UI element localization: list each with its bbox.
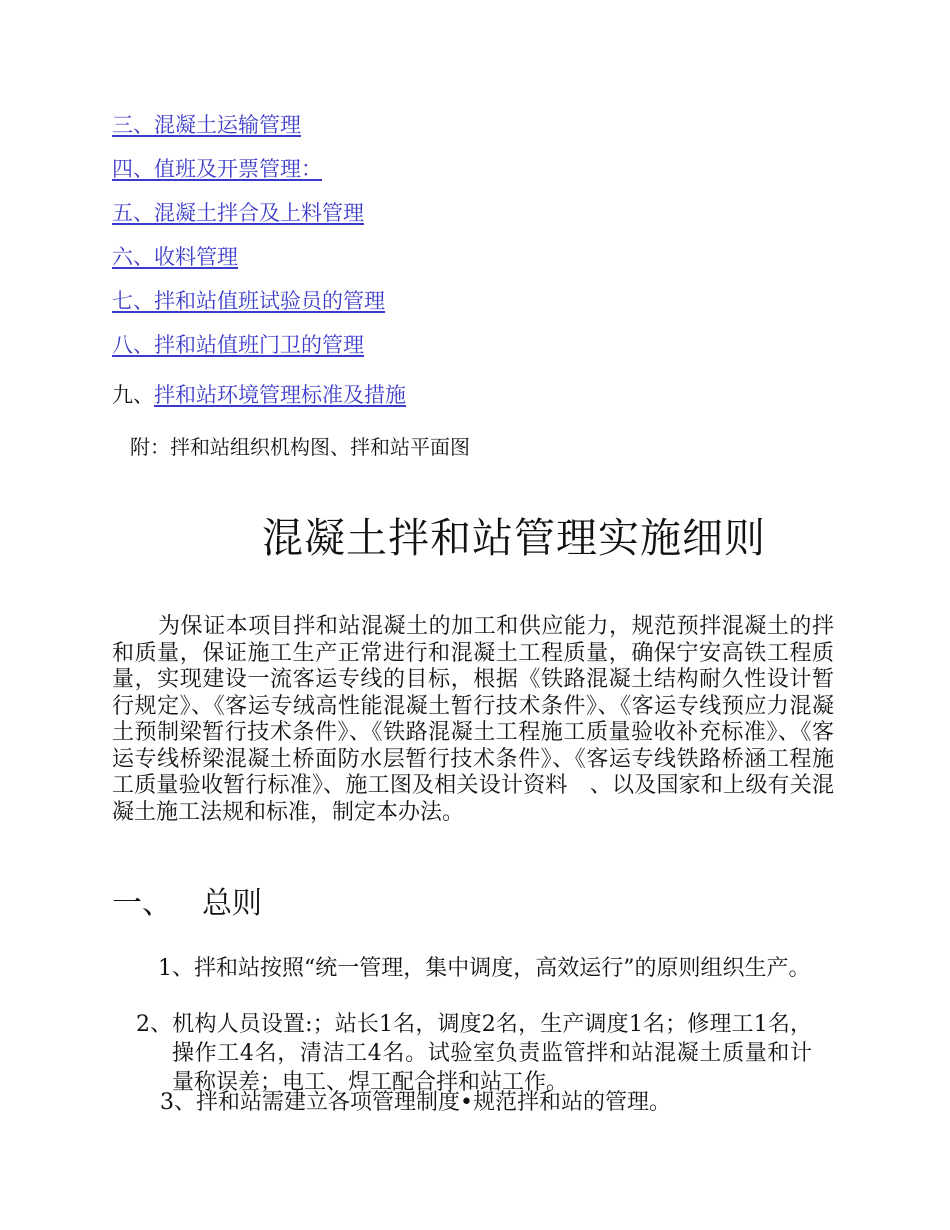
document-title: 混凝土拌和站管理实施细则 — [262, 514, 766, 562]
toc-item-3[interactable]: 三、混凝土运输管理 — [112, 113, 301, 137]
toc-item-9-prefix: 九、 — [112, 383, 154, 407]
section-number: 一、 — [112, 886, 172, 921]
toc-item-9 — [112, 381, 406, 409]
section-title: 总则 — [202, 886, 262, 921]
toc-item-5[interactable]: 五、混凝土拌合及上料管理 — [112, 201, 364, 225]
toc-item-6[interactable]: 六、收料管理 — [112, 245, 238, 269]
section-heading — [112, 884, 262, 924]
section-item-1: 1、拌和站按照“统一管理，集中调度，高效运行”的原则组织生产。 — [158, 956, 811, 981]
section-item-3: 3、拌和站需建立各项管理制度•规范拌和站的管理。 — [160, 1090, 671, 1115]
toc-item-8[interactable]: 八、拌和站值班门卫的管理 — [112, 333, 364, 357]
toc-item-4[interactable]: 四、值班及开票管理： — [112, 157, 322, 181]
section-item-2: 2、机构人员设置:；站长1名，调度2名，生产调度1名；修理工1名，操作工4名，清洁工4名。试验室负责监管拌和站混凝土质量和计量称误差；电工、焊工配合拌和站工作。 — [136, 1012, 812, 1095]
toc-appendix: 附：拌和站组织机构图、拌和站平面图 — [130, 435, 470, 459]
intro-paragraph: 为保证本项目拌和站混凝土的加工和供应能力，规范预拌混凝土的拌和质量，保证施工生产正常进行和混凝土工程质量，确保宁安高铁工程质量，实现建设一流客运专线的目标，根据《铁路混凝土结构耐久性设计暂行规定》、《客运专绒高性能混凝土暂行技术条件》、《客运专线预应力混凝土预制梁暂行技术条件》、《铁路混凝土工程施工质量验收补充标准》、《客运专线桥梁混凝土桥面防水层暂行技术条件》、《客运专线铁路桥涵工程施工质量验收暂行标准》、施工图及相关设计资料 、以及国家和上级有关混凝土施工法规和标准，制定本办法。 — [112, 614, 834, 825]
toc-item-7[interactable]: 七、拌和站值班试验员的管理 — [112, 289, 385, 313]
toc-item-9-link[interactable]: 拌和站环境管理标准及措施 — [154, 383, 406, 407]
